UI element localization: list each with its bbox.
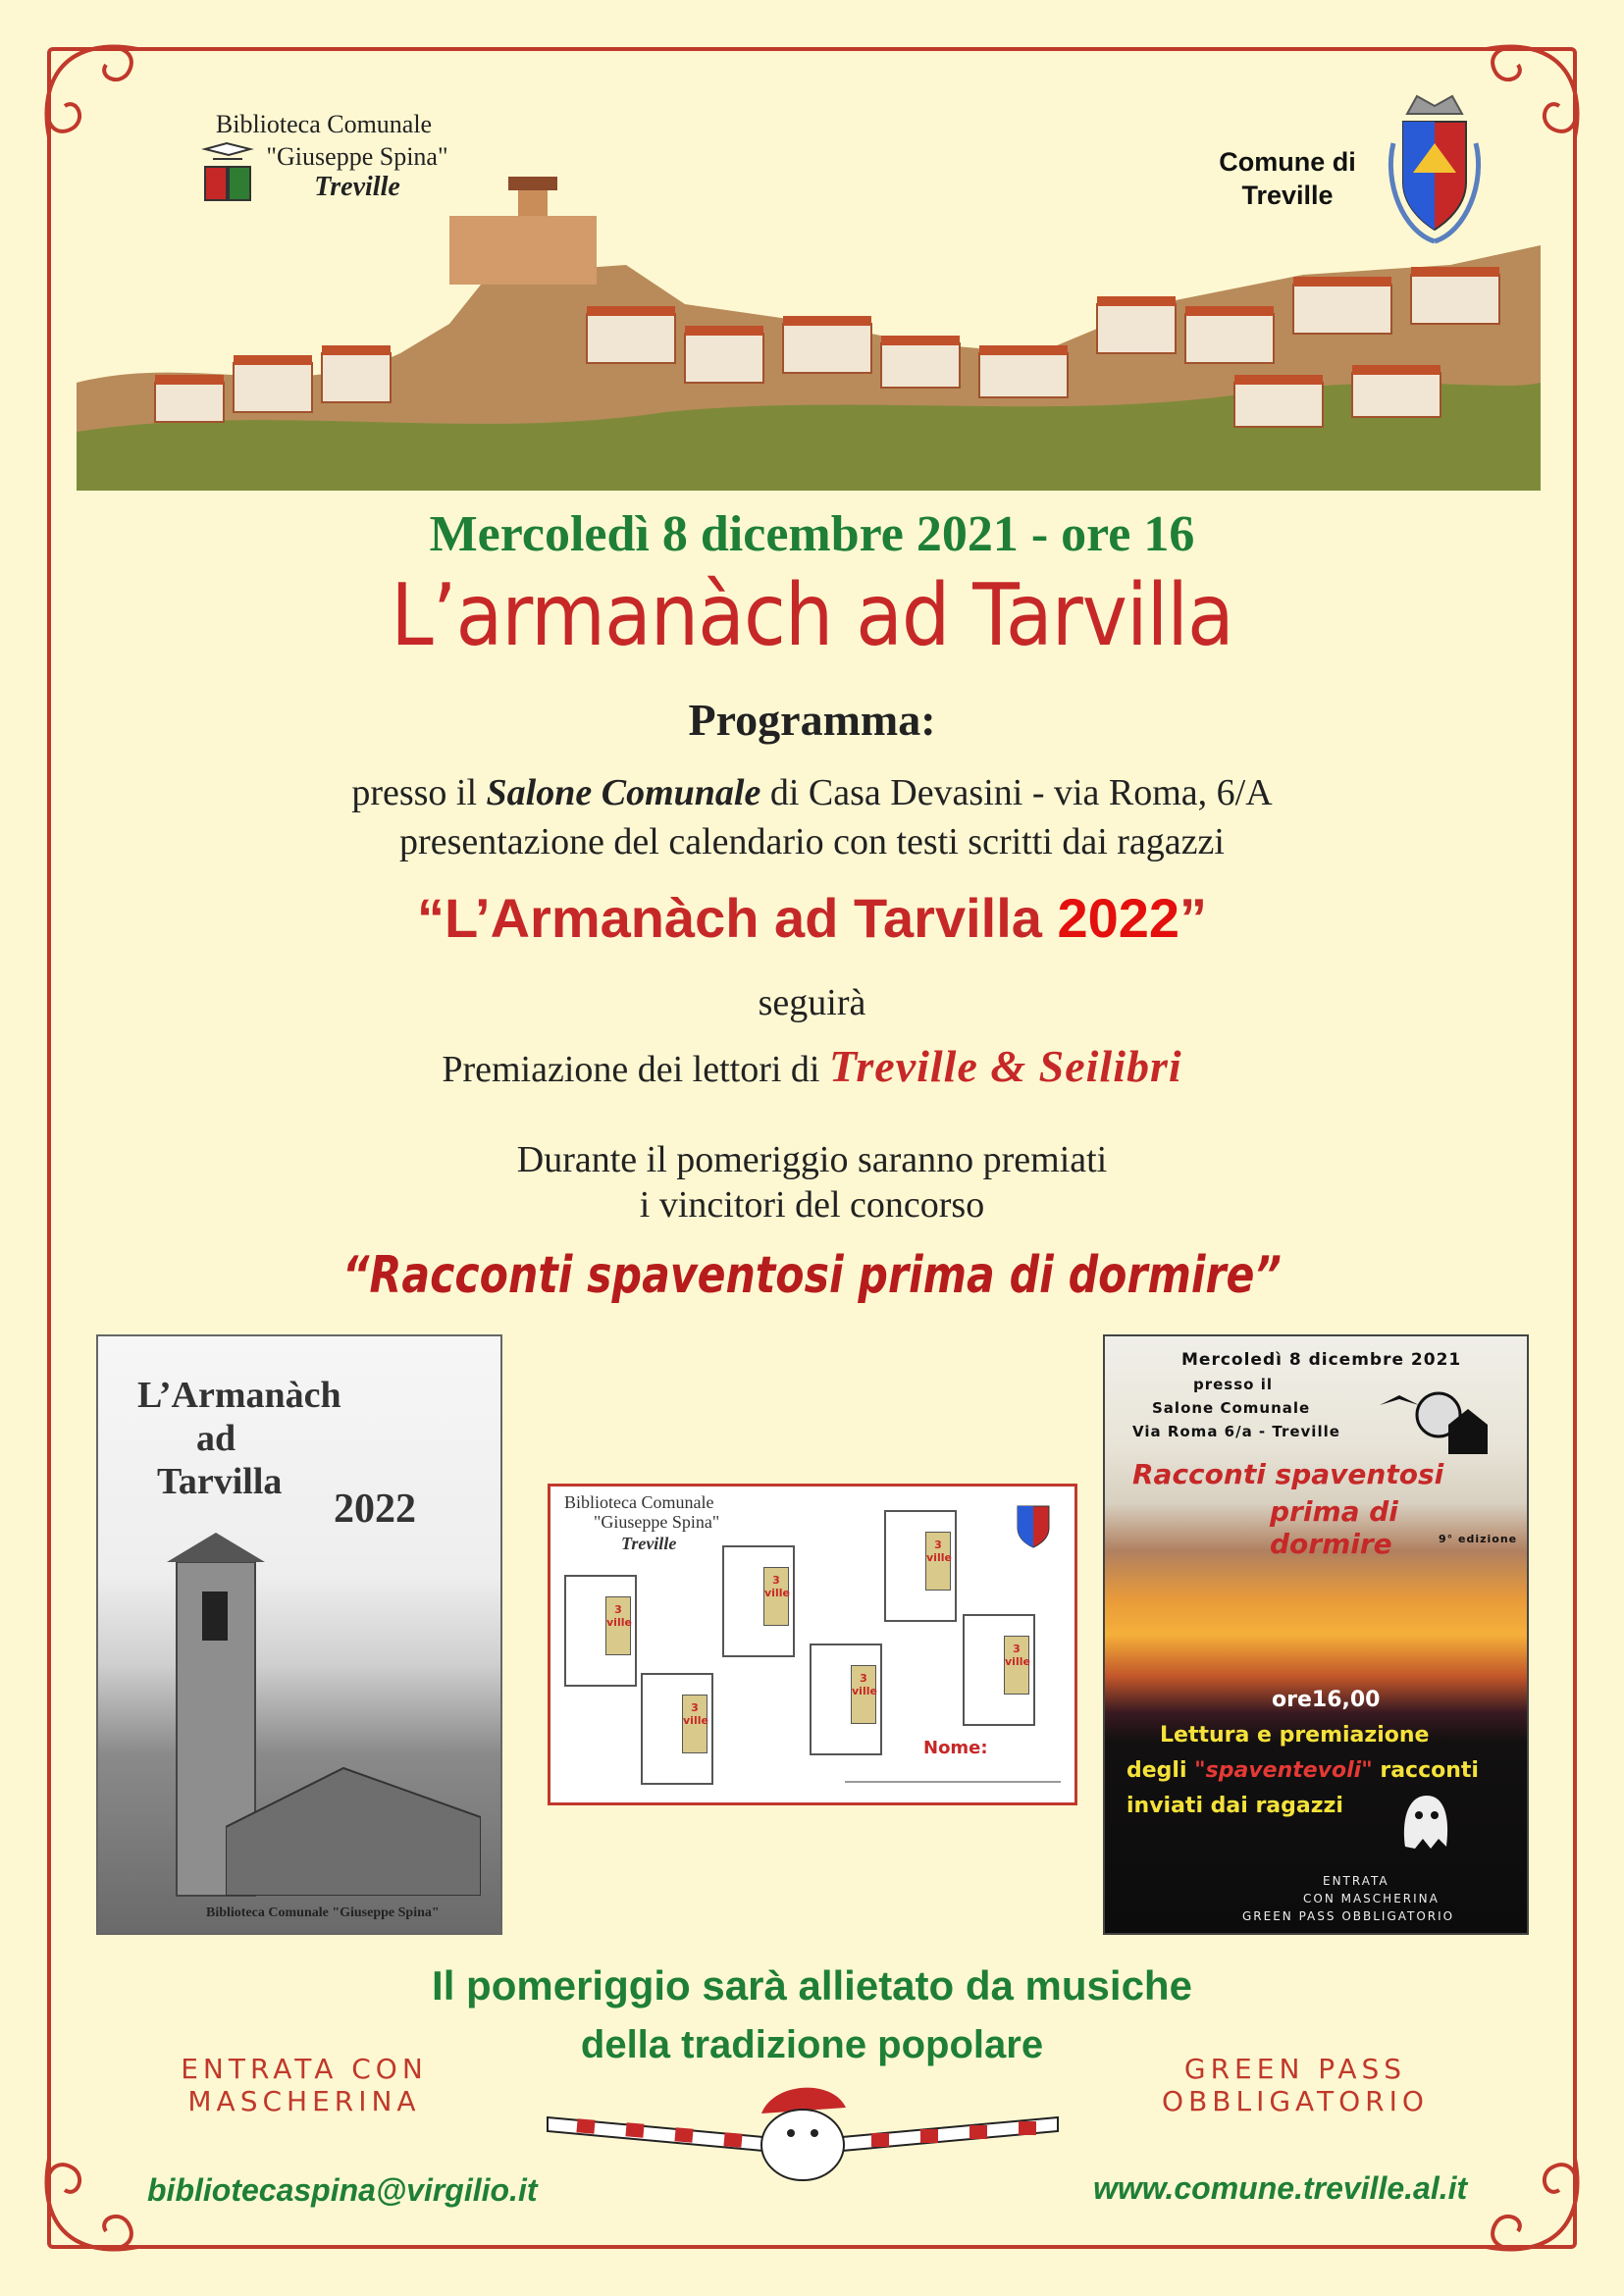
entrata-note [147, 2053, 461, 2117]
card-line1: Biblioteca Comunale [564, 1492, 714, 1512]
seguira-text: seguirà [758, 982, 866, 1023]
book-label: 3 ville [851, 1665, 876, 1724]
presentation-line: presentazione del calendario con testi scritti dai ragazzi [399, 821, 1225, 862]
book-label: 3 ville [925, 1532, 951, 1591]
comune-line2: Treville [1241, 181, 1334, 210]
card-nome-line [845, 1781, 1061, 1783]
greenpass-note [1128, 2053, 1462, 2117]
location-prefix: presso il [351, 772, 487, 813]
poster-lettura-line3: inviati dai ragazzi [1126, 1794, 1343, 1818]
book-stack-2 [722, 1545, 795, 1657]
santa-scarf-icon [538, 2078, 1068, 2186]
calendar-year: 2022 [1057, 887, 1180, 949]
book-stack-1 [564, 1575, 637, 1687]
poster-spaventevoli: "spaventevoli" [1194, 1758, 1373, 1783]
cover-title-line2: ad [196, 1418, 236, 1459]
card-line3: Treville [621, 1534, 677, 1553]
premiazione-line [0, 1040, 1624, 1092]
book-label: 3 ville [605, 1596, 631, 1655]
reader-card-image [548, 1484, 1077, 1805]
poster-ore: ore16,00 [1272, 1688, 1381, 1712]
greenpass-line2: OBBLIGATORIO [1162, 2085, 1429, 2117]
corner-ornament-top-left [29, 29, 147, 147]
entrata-line2: MASCHERINA [187, 2085, 421, 2117]
cover-footer: Biblioteca Comunale "Giuseppe Spina" [206, 1905, 440, 1920]
haunted-house-icon [1370, 1385, 1507, 1464]
poster-title-line2: prima di dormire [1270, 1495, 1398, 1560]
cover-title-line1: L’Armanàch [137, 1375, 341, 1416]
poster-title-line1: Racconti spaventosi [1132, 1458, 1444, 1490]
calendar-title [0, 886, 1624, 950]
poster-lettura-suffix: racconti [1372, 1758, 1479, 1783]
poster-presso: presso il [1193, 1376, 1273, 1393]
book-stack-6 [963, 1614, 1035, 1726]
poster-salone: Salone Comunale [1152, 1399, 1311, 1417]
website-link[interactable]: www.comune.treville.al.it [1093, 2170, 1468, 2206]
poster-lettura-line2 [1126, 1758, 1479, 1783]
book-label: 3 ville [763, 1567, 789, 1626]
poster-edizione: 9° edizione [1439, 1533, 1518, 1545]
card-line2: "Giuseppe Spina" [594, 1512, 720, 1532]
email-link[interactable]: bibliotecaspina@virgilio.it [147, 2172, 538, 2208]
contest-title: “Racconti spaventosi prima di dormire” [342, 1246, 1282, 1305]
book-stack-4 [641, 1673, 713, 1785]
comune-crest-icon [1014, 1498, 1053, 1549]
poster-entrata: ENTRATA [1323, 1874, 1389, 1888]
corner-ornament-bottom-right [1477, 2149, 1595, 2267]
poster-lettura-prefix: degli [1126, 1758, 1195, 1783]
calendar-title-close: ” [1179, 887, 1208, 949]
greenpass-line1: GREEN PASS [1183, 2053, 1407, 2085]
corner-ornament-bottom-left [29, 2149, 147, 2267]
book-label: 3 ville [682, 1695, 707, 1753]
book-stack-3 [884, 1510, 957, 1622]
library-name-line2: "Giuseppe Spina" [266, 142, 448, 171]
cover-year: 2022 [334, 1487, 416, 1532]
comune-line1: Comune di [1219, 147, 1356, 177]
ghost-icon [1395, 1788, 1454, 1856]
entrata-line1: ENTRATA CON [181, 2053, 428, 2085]
cover-title-line3: Tarvilla [157, 1461, 283, 1502]
library-name-line1: Biblioteca Comunale [215, 110, 433, 138]
card-nome-label: Nome: [923, 1738, 988, 1758]
contest-poster-image [1103, 1334, 1529, 1935]
premiazione-highlight: Treville & Seilibri [828, 1041, 1182, 1091]
event-title-script: L’armanàch ad Tarvilla [391, 566, 1233, 666]
poster-via: Via Roma 6/a - Treville [1132, 1423, 1340, 1440]
durante-line1: Durante il pomeriggio saranno premiati [516, 1139, 1108, 1180]
library-name-line3: Treville [314, 172, 400, 202]
location-suffix: di Casa Devasini - via Roma, 6/A [760, 772, 1273, 813]
calendar-title-text: “L’Armanàch ad Tarvilla [416, 887, 1058, 949]
premiazione-prefix: Premiazione dei lettori di [442, 1049, 829, 1090]
durante-line2: i vincitori del concorso [639, 1184, 985, 1226]
programma-heading: Programma: [688, 695, 936, 745]
rooftops-drawing [226, 1748, 481, 1896]
poster-greenpass: GREEN PASS OBBLIGATORIO [1242, 1909, 1455, 1923]
location-venue: Salone Comunale [486, 772, 761, 813]
book-label: 3 ville [1004, 1636, 1029, 1695]
poster-lettura-line1: Lettura e premiazione [1160, 1723, 1430, 1748]
music-line2: della tradizione popolare [580, 2023, 1044, 2066]
village-panorama-image [77, 157, 1541, 491]
book-stack-5 [810, 1644, 882, 1755]
location-line [0, 771, 1624, 814]
calendar-cover-image [96, 1334, 502, 1935]
event-date: Mercoledì 8 dicembre 2021 - ore 16 [429, 506, 1195, 562]
music-line1: Il pomeriggio sarà allietato da musiche [432, 1962, 1192, 2009]
poster-mascherina: CON MASCHERINA [1303, 1892, 1440, 1905]
poster-date: Mercoledì 8 dicembre 2021 [1181, 1350, 1462, 1370]
